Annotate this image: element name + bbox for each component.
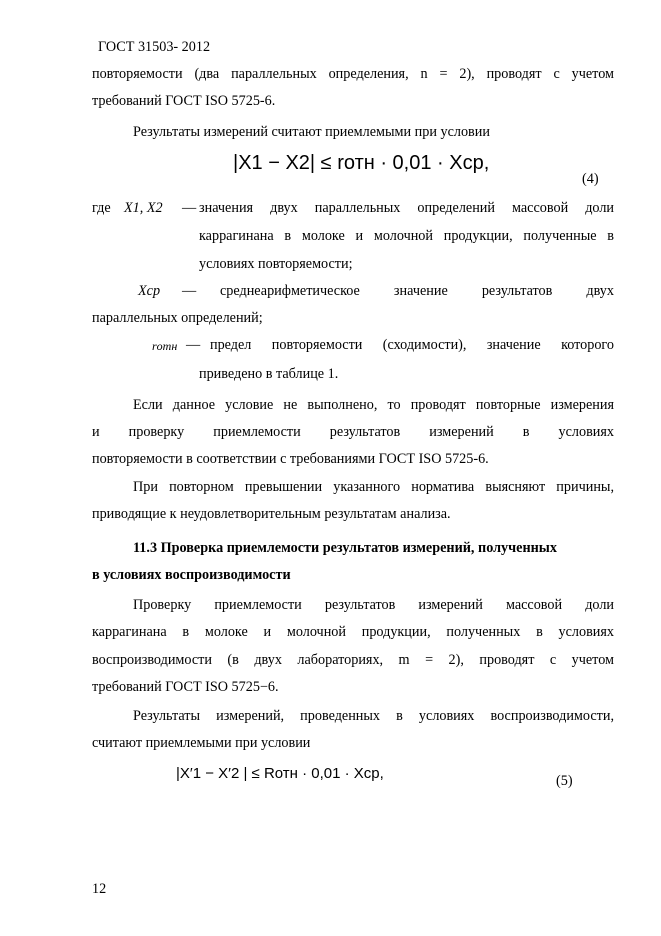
where-dash-1: —	[182, 200, 197, 216]
document-header: ГОСТ 31503- 2012	[98, 39, 211, 55]
where-var-xcp: Xср	[138, 283, 161, 299]
paragraph-5-line-3: воспроизводимости (в двух лабораториях, m = 2), проводят с учетом	[92, 652, 614, 668]
section-heading-line-2: в условиях воспроизводимости	[92, 567, 291, 583]
where-def-1-line-3: условиях повторяемости;	[199, 256, 353, 272]
equation-5-rhs: Rотн · 0,01 · Xср,	[263, 765, 384, 782]
where-def-3-line-1: предел повторяемости (сходимости), значение которого	[210, 337, 614, 353]
where-def-3-line-2: приведено в таблице 1.	[199, 366, 339, 382]
equation-5-lhs: |X′1 − X′2 |	[176, 765, 248, 782]
paragraph-5-line-2: каррагинана в молоке и молочной продукции, полученных в условиях	[92, 624, 614, 640]
where-var-rotn: rотн	[152, 339, 178, 353]
where-dash-2: —	[182, 283, 197, 299]
equation-5-relation: ≤	[251, 765, 260, 782]
equation-4	[233, 152, 489, 175]
paragraph-4-line-1: При повторном превышении указанного норматива выясняют причины,	[133, 479, 614, 495]
where-dash-3: —	[186, 337, 201, 353]
where-def-1-line-1: значения двух параллельных определений массовой доли	[199, 200, 614, 216]
where-def-2-line-1: среднеарифметическое значение результатов двух	[220, 283, 614, 299]
where-intro: где	[92, 200, 111, 216]
paragraph-1-line-2: требований ГОСТ ISO 5725-6.	[92, 93, 276, 109]
paragraph-3-line-1: Если данное условие не выполнено, то проводят повторные измерения	[133, 397, 614, 413]
paragraph-3-line-2: и проверку приемлемости результатов измерений в условиях	[92, 424, 614, 440]
where-def-1-line-2: каррагинана в молоке и молочной продукции, полученные в	[199, 228, 614, 244]
equation-4-relation: ≤	[320, 152, 332, 174]
equation-4-rhs: rотн · 0,01 · Xср,	[337, 152, 490, 174]
paragraph-2: Результаты измерений считают приемлемыми при условии	[133, 124, 490, 140]
equation-4-number: (4)	[582, 171, 599, 187]
equation-5-number: (5)	[556, 773, 573, 789]
paragraph-3-line-3: повторяемости в соответствии с требованиями ГОСТ ISO 5725-6.	[92, 451, 489, 467]
paragraph-5-line-1: Проверку приемлемости результатов измерений массовой доли	[133, 597, 614, 613]
paragraph-6-line-1: Результаты измерений, проведенных в условиях воспроизводимости,	[133, 708, 614, 724]
paragraph-5-line-4: требований ГОСТ ISO 5725−6.	[92, 679, 279, 695]
equation-4-lhs: |X1 − X2|	[233, 152, 316, 174]
paragraph-4-line-2: приводящие к неудовлетворительным результатам анализа.	[92, 506, 451, 522]
paragraph-6-line-2: считают приемлемыми при условии	[92, 735, 311, 751]
equation-5	[176, 765, 384, 782]
where-def-2-line-2: параллельных определений;	[92, 310, 263, 326]
section-heading-line-1: 11.3 Проверка приемлемости результатов измерений, полученных	[133, 540, 557, 556]
where-vars-x1-x2: X1, X2	[124, 200, 163, 216]
page-number: 12	[92, 881, 107, 897]
paragraph-1-line-1: повторяемости (два параллельных определения, n = 2), проводят с учетом	[92, 66, 614, 82]
